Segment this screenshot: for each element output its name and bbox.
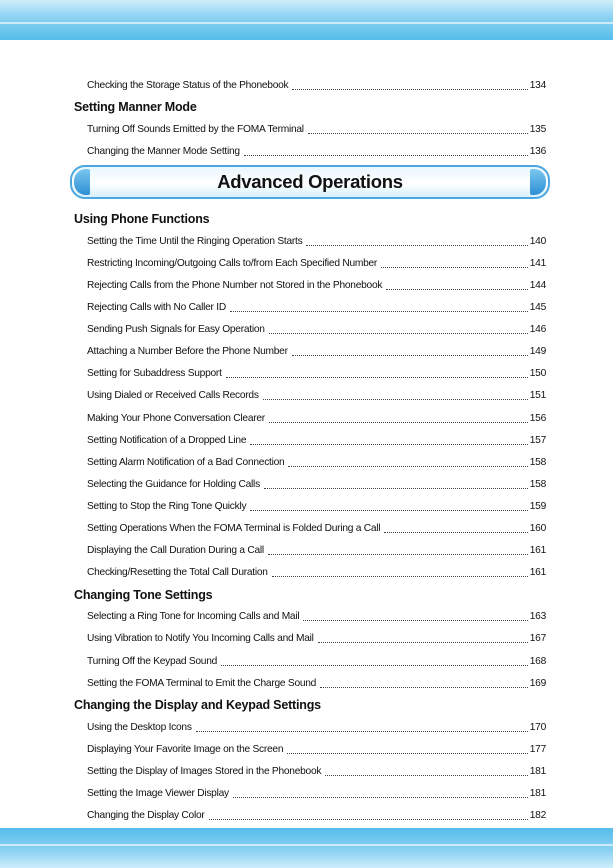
toc-entry-page: 156 bbox=[529, 412, 546, 424]
dot-leader bbox=[287, 743, 527, 754]
toc-entry[interactable] bbox=[74, 274, 546, 296]
toc-entry-page: 168 bbox=[529, 655, 546, 667]
toc-entry-title: Setting Alarm Notification of a Bad Connection bbox=[87, 456, 285, 468]
toc-entry[interactable] bbox=[74, 473, 546, 495]
dot-leader bbox=[306, 235, 527, 246]
dot-leader bbox=[288, 456, 527, 467]
toc-entry-title: Rejecting Calls from the Phone Number not Stored in the Phonebook bbox=[87, 280, 383, 292]
toc-entry-page: 134 bbox=[529, 79, 546, 91]
toc-entry-page: 177 bbox=[529, 743, 546, 755]
dot-leader bbox=[384, 522, 527, 533]
chapter-banner bbox=[70, 165, 550, 199]
dot-leader bbox=[272, 566, 528, 577]
toc-entry-page: 136 bbox=[529, 145, 546, 157]
dot-leader bbox=[268, 544, 528, 555]
dot-leader bbox=[196, 721, 528, 732]
toc-entry-page: 161 bbox=[529, 545, 546, 557]
toc-entry-title: Setting Notification of a Dropped Line bbox=[87, 434, 247, 446]
toc-entry-page: 141 bbox=[529, 257, 546, 269]
toc-entry-title: Changing the Display Color bbox=[87, 810, 205, 822]
toc-entry-title: Setting the Time Until the Ringing Operation Starts bbox=[87, 235, 303, 247]
toc-entry-title: Using the Desktop Icons bbox=[87, 721, 192, 733]
toc-entry-title: Setting the FOMA Terminal to Emit the Charge Sound bbox=[87, 677, 317, 689]
toc-entry-page: 160 bbox=[529, 523, 546, 535]
toc-entry-title: Setting the Image Viewer Display bbox=[87, 787, 229, 799]
toc-entry-title: Checking the Storage Status of the Phonebook bbox=[87, 79, 289, 91]
toc-entry-title: Sending Push Signals for Easy Operation bbox=[87, 324, 265, 336]
toc-entry[interactable] bbox=[74, 606, 546, 628]
dot-leader bbox=[318, 632, 528, 643]
dot-leader bbox=[269, 412, 528, 423]
dot-leader bbox=[320, 677, 528, 688]
toc-entry[interactable] bbox=[74, 429, 546, 451]
toc-entry[interactable] bbox=[74, 385, 546, 407]
toc-entry-page: 140 bbox=[529, 235, 546, 247]
section-heading: Using Phone Functions bbox=[74, 212, 210, 227]
section-heading: Changing Tone Settings bbox=[74, 587, 213, 602]
toc-entry[interactable] bbox=[74, 140, 546, 162]
toc-entry-page: 151 bbox=[529, 390, 546, 402]
toc-entry-page: 170 bbox=[529, 721, 546, 733]
top-decorative-band bbox=[0, 0, 613, 40]
toc-entry-title: Using Dialed or Received Calls Records bbox=[87, 390, 259, 402]
dot-leader bbox=[269, 323, 528, 334]
toc-entry-page: 182 bbox=[529, 810, 546, 822]
toc-entry-title: Turning Off the Keypad Sound bbox=[87, 655, 218, 667]
toc-entry[interactable] bbox=[74, 805, 546, 827]
dot-leader bbox=[226, 367, 528, 378]
toc-entry-page: 169 bbox=[529, 677, 546, 689]
dot-leader bbox=[325, 765, 528, 776]
toc-entry-title: Making Your Phone Conversation Clearer bbox=[87, 412, 265, 424]
toc-entry-page: 158 bbox=[529, 478, 546, 490]
toc-entry[interactable] bbox=[74, 540, 546, 562]
toc-entry-page: 161 bbox=[529, 567, 546, 579]
toc-entry[interactable] bbox=[74, 319, 546, 341]
bottom-decorative-band bbox=[0, 828, 613, 868]
toc-entry[interactable] bbox=[74, 760, 546, 782]
toc-entry-page: 159 bbox=[529, 500, 546, 512]
toc-entry-title: Displaying the Call Duration During a Call bbox=[87, 545, 264, 557]
toc-entry-page: 135 bbox=[529, 123, 546, 135]
dot-leader bbox=[250, 434, 527, 445]
toc-entry[interactable] bbox=[74, 74, 546, 96]
toc-entry-page: 181 bbox=[529, 787, 546, 799]
toc-entry-page: 163 bbox=[529, 611, 546, 623]
dot-leader bbox=[230, 301, 528, 312]
toc-entry-page: 157 bbox=[529, 434, 546, 446]
dot-leader bbox=[233, 787, 528, 798]
toc-entry-title: Setting the Display of Images Stored in the Phonebook bbox=[87, 765, 322, 777]
dot-leader bbox=[381, 257, 528, 268]
dot-leader bbox=[263, 389, 528, 400]
toc-entry-title: Selecting the Guidance for Holding Calls bbox=[87, 478, 260, 490]
toc-entry[interactable] bbox=[74, 716, 546, 738]
toc-entry[interactable] bbox=[74, 672, 546, 694]
toc-entry[interactable] bbox=[74, 495, 546, 517]
toc-entry[interactable] bbox=[74, 297, 546, 319]
banner-right-cap bbox=[530, 169, 546, 195]
dot-leader bbox=[264, 478, 528, 489]
toc-entry-page: 145 bbox=[529, 302, 546, 314]
toc-entry[interactable] bbox=[74, 407, 546, 429]
dot-leader bbox=[303, 610, 527, 621]
toc-entry[interactable] bbox=[74, 650, 546, 672]
dot-leader bbox=[244, 145, 528, 156]
banner-left-cap bbox=[74, 169, 90, 195]
section-heading: Setting Manner Mode bbox=[74, 100, 197, 115]
toc-entry-page: 146 bbox=[529, 324, 546, 336]
dot-leader bbox=[250, 500, 527, 511]
dot-leader bbox=[386, 279, 528, 290]
toc-entry-title: Using Vibration to Notify You Incoming Calls and Mail bbox=[87, 633, 314, 645]
toc-entry[interactable] bbox=[74, 738, 546, 760]
toc-entry-page: 150 bbox=[529, 368, 546, 380]
toc-entry-title: Rejecting Calls with No Caller ID bbox=[87, 302, 226, 314]
dot-leader bbox=[308, 123, 528, 134]
toc-entry[interactable] bbox=[74, 451, 546, 473]
toc-entry-page: 149 bbox=[529, 346, 546, 358]
toc-entry-title: Setting Operations When the FOMA Terminal is Folded During a Call bbox=[87, 523, 381, 535]
toc-entry[interactable] bbox=[74, 628, 546, 650]
dot-leader bbox=[209, 809, 528, 820]
toc-entry-title: Checking/Resetting the Total Call Duration bbox=[87, 567, 268, 579]
toc-entry[interactable] bbox=[74, 518, 546, 540]
toc-entry-title: Changing the Manner Mode Setting bbox=[87, 145, 240, 157]
toc-entry-page: 167 bbox=[529, 633, 546, 645]
toc-entry[interactable] bbox=[74, 118, 546, 140]
chapter-title: Advanced Operations bbox=[217, 171, 403, 193]
toc-entry-page: 181 bbox=[529, 765, 546, 777]
toc-entry-title: Restricting Incoming/Outgoing Calls to/from Each Specified Number bbox=[87, 257, 378, 269]
section-heading: Changing the Display and Keypad Settings bbox=[74, 698, 321, 713]
dot-leader bbox=[221, 655, 528, 666]
toc-entry[interactable] bbox=[74, 562, 546, 584]
toc-entry-title: Turning Off Sounds Emitted by the FOMA Terminal bbox=[87, 123, 304, 135]
toc-entry[interactable] bbox=[74, 252, 546, 274]
toc-entry-title: Displaying Your Favorite Image on the Screen bbox=[87, 743, 284, 755]
dot-leader bbox=[292, 79, 527, 90]
toc-entry-page: 144 bbox=[529, 280, 546, 292]
toc-entry[interactable] bbox=[74, 363, 546, 385]
toc-entry-page: 158 bbox=[529, 456, 546, 468]
toc-entry-title: Setting to Stop the Ring Tone Quickly bbox=[87, 500, 247, 512]
toc-entry[interactable] bbox=[74, 230, 546, 252]
toc-entry-title: Attaching a Number Before the Phone Number bbox=[87, 346, 288, 358]
table-of-contents bbox=[74, 74, 546, 827]
toc-entry-title: Setting for Subaddress Support bbox=[87, 368, 222, 380]
toc-entry[interactable] bbox=[74, 341, 546, 363]
dot-leader bbox=[292, 345, 528, 356]
toc-entry-title: Selecting a Ring Tone for Incoming Calls and Mail bbox=[87, 611, 300, 623]
toc-entry[interactable] bbox=[74, 782, 546, 804]
